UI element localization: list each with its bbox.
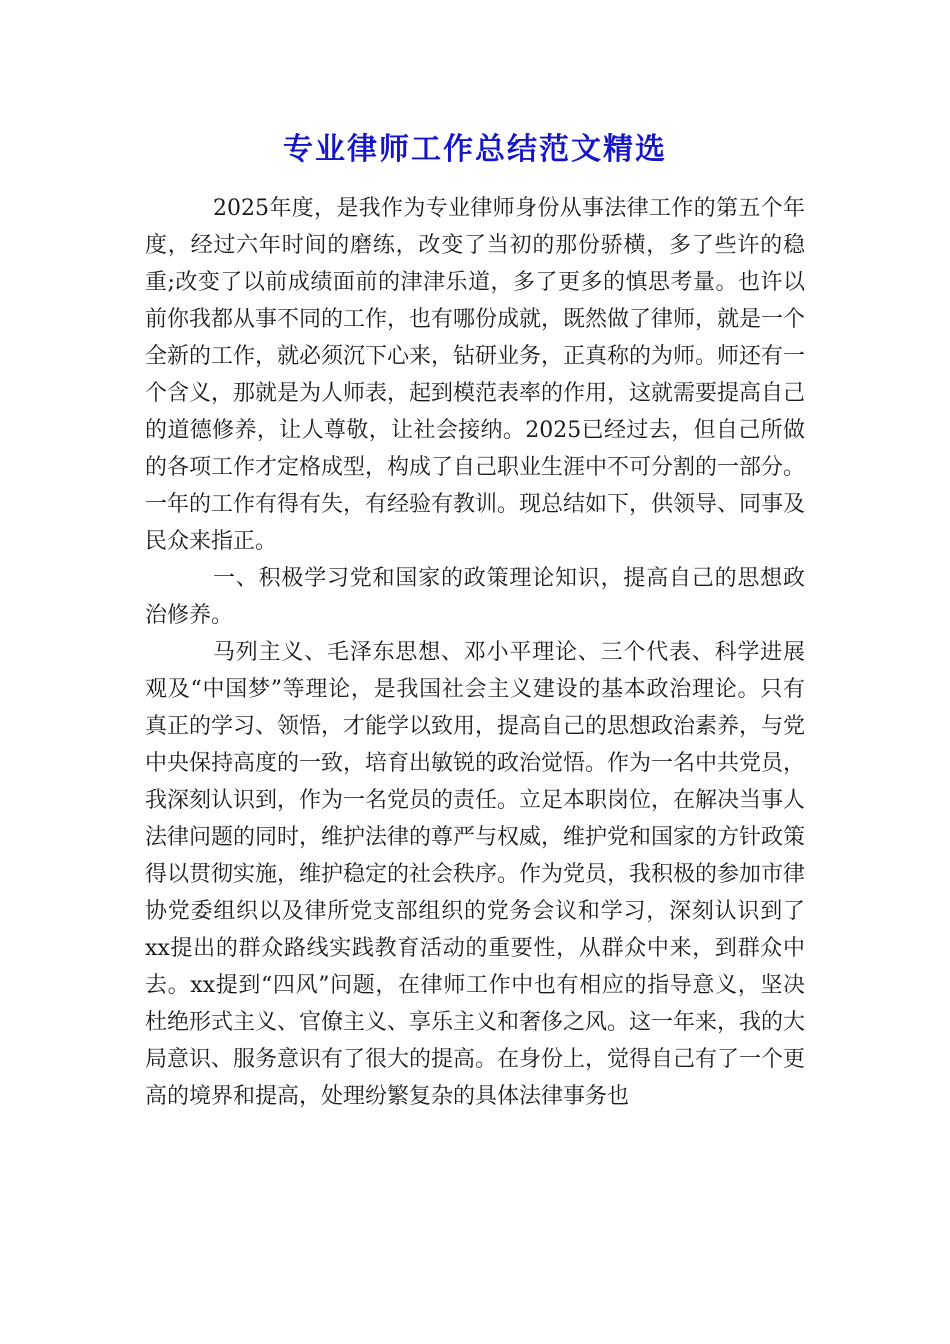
document-title: 专业律师工作总结范文精选 [283, 132, 667, 167]
document-body [145, 190, 805, 1115]
section-heading-1: 一、积极学习党和国家的政策理论知识，提高自己的思想政治修养。 [145, 566, 805, 628]
paragraph-section-1: 马列主义、毛泽东思想、邓小平理论、三个代表、科学进展观及“中国梦”等理论，是我国社会主义建设的基本政治理论。只有真正的学习、领悟，才能学以致用，提高自己的思想政治素养，与党中央保持高度的一致，培育出敏锐的政治觉悟。作为一名中共党员，我深刻认识到，作为一名党员的责任。立足本职岗位，在解决当事人法律问题的同时，维护法律的尊严与权威，维护党和国家的方针政策得以贯彻实施，维护稳定的社会秩序。作为党员，我积极的参加市律协党委组织以及律所党支部组织的党务会议和学习，深刻认识到了xx提出的群众路线实践教育活动的重要性，从群众中来，到群众中去。xx提到“四风”问题，在律师工作中也有相应的指导意义，坚决杜绝形式主义、官僚主义、享乐主义和奢侈之风。这一年来，我的大局意识、服务意识有了很大的提高。在身份上，觉得自己有了一个更高的境界和提高，处理纷繁复杂的具体法律事务也 [145, 640, 806, 1109]
paragraph-intro: 2025年度，是我作为专业律师身份从事法律工作的第五个年度，经过六年时间的磨练，改变了当初的那份骄横，多了些许的稳重;改变了以前成绩面前的津津乐道，多了更多的慎思考量。也许以前你我都从事不同的工作，也有哪份成就，既然做了律师，就是一个全新的工作，就必须沉下心来，钻研业务，正真称的为师。师还有一个含义，那就是为人师表，起到模范表率的作用，这就需要提高自己的道德修养，让人尊敬，让社会接纳。2025已经过去，但自己所做的各项工作才定格成型，构成了自己职业生涯中不可分割的一部分。一年的工作有得有失，有经验有教训。现总结如下，供领导、同事及民众来指正。 [145, 196, 806, 554]
